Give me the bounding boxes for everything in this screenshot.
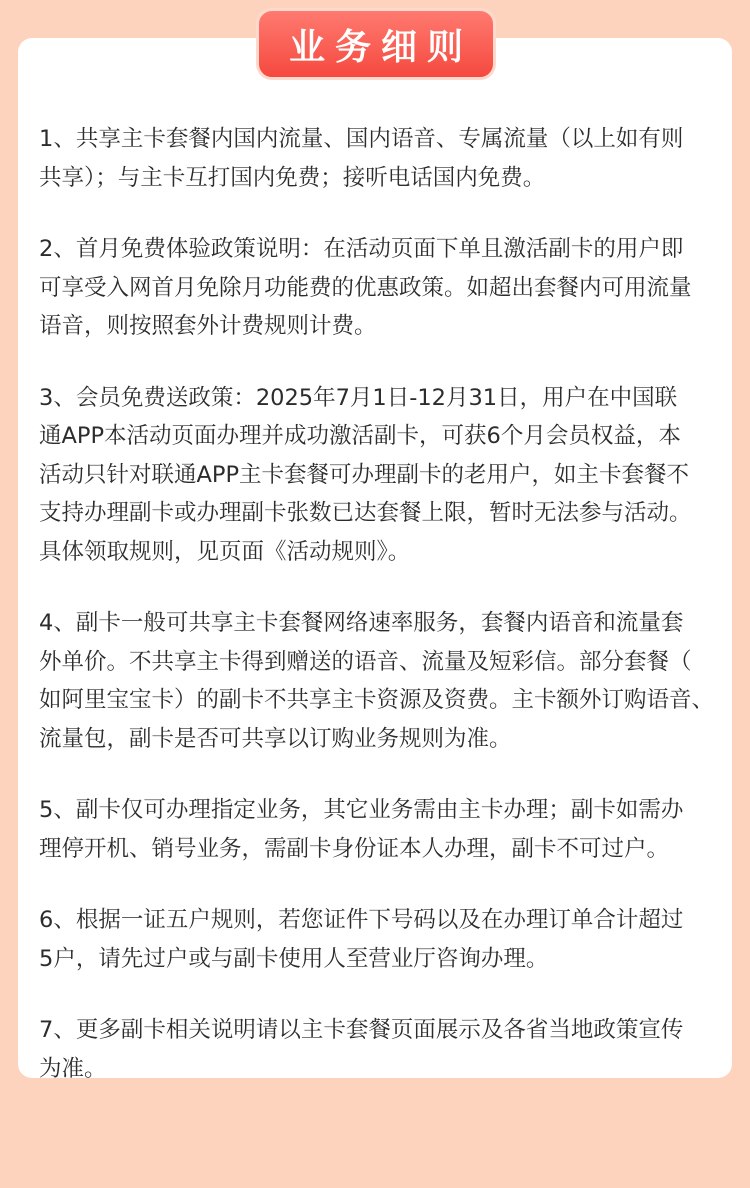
rule-item: [39, 901, 719, 978]
rule-text-line: 支持办理副卡或办理副卡张数已达套餐上限，暂时无法参与活动。: [39, 500, 692, 526]
rule-text-line: 外单价。不共享主卡得到赠送的语音、流量及短彩信。部分套餐（: [39, 648, 692, 675]
rule-item: [39, 1011, 719, 1088]
rule-text-line: 理停开机、销号业务，需副卡身份证本人办理，副卡不可过户。: [39, 835, 670, 862]
rule-text-line: 1、共享主卡套餐内国内流量、国内语音、专属流量（以上如有则: [39, 126, 684, 152]
rule-item: [39, 791, 719, 868]
rule-text-line: 7、更多副卡相关说明请以主卡套餐页面展示及各省当地政策宣传: [39, 1017, 684, 1043]
rule-item: [39, 604, 719, 758]
rule-text-line: 共享）；与主卡互打国内免费；接听电话国内免费。: [39, 164, 546, 191]
rule-text-line: 如阿里宝宝卡）的副卡不共享主卡资源及资费。主卡额外订购语音、: [39, 687, 715, 713]
rule-text-line: 4、副卡一般可共享主卡套餐网络速率服务，套餐内语音和流量套: [39, 610, 684, 636]
rule-text-line: 流量包，副卡是否可共享以订购业务规则为准。: [39, 725, 512, 752]
rule-text-line: 6、根据一证五户规则，若您证件下号码以及在办理订单合计超过: [39, 907, 684, 933]
rule-text-line: 具体领取规则，见页面《活动规则》。: [39, 538, 411, 565]
rule-text-line: 为准。: [39, 1055, 107, 1082]
rule-text-line: 通APP本活动页面办理并成功激活副卡，可获6个月会员权益，本: [39, 423, 681, 449]
rules-list: [39, 120, 719, 1121]
page-title: 业务细则: [256, 8, 496, 80]
rule-text-line: 可享受入网首月免除月功能费的优惠政策。如超出套餐内可用流量: [39, 274, 692, 301]
rule-text-line: 3、会员免费送政策：2025年7月1日-12月31日，用户在中国联: [39, 384, 678, 411]
rule-text-line: 5、副卡仅可办理指定业务，其它业务需由主卡办理；副卡如需办: [39, 797, 684, 823]
rule-item: [39, 230, 719, 346]
rule-text-line: 语音，则按照套外计费规则计费。: [39, 313, 377, 339]
rule-item: [39, 120, 719, 197]
rule-item: [39, 379, 719, 572]
rule-text-line: 活动只针对联通APP主卡套餐可办理副卡的老用户，如主卡套餐不: [39, 461, 690, 488]
rule-text-line: 5户，请先过户或与副卡使用人至营业厅咨询办理。: [39, 945, 549, 972]
rule-text-line: 2、首月免费体验政策说明：在活动页面下单且激活副卡的用户即: [39, 236, 684, 262]
